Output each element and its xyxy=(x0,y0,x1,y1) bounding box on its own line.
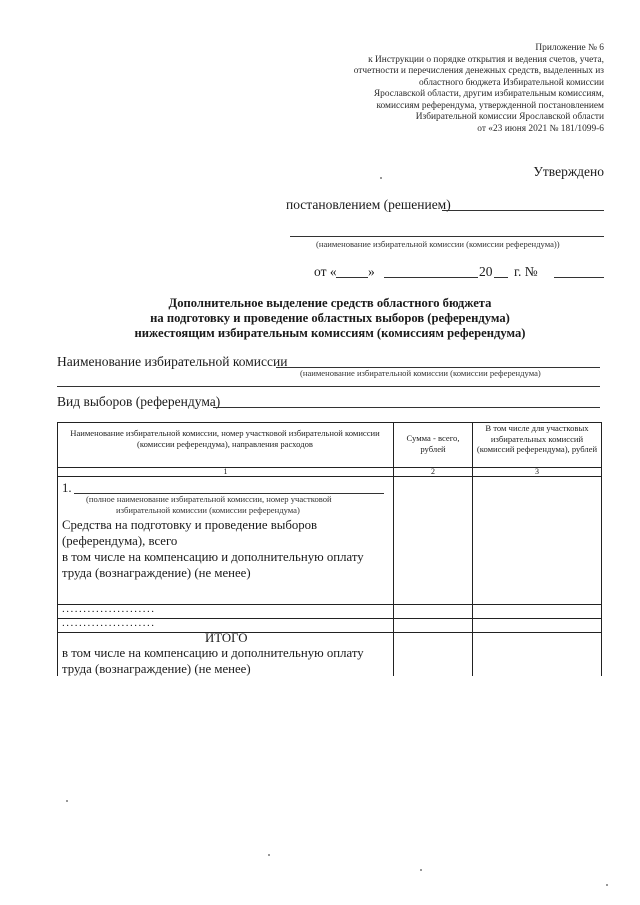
appendix-line: областного бюджета Избирательной комиссии xyxy=(418,77,604,88)
commission-name-caption: (наименование избирательной комиссии (комиссии референдума) xyxy=(300,368,541,378)
total-compensation-label: в том числе на компенсацию и дополнительную оплату xyxy=(62,646,364,660)
approved-label: Утверждено xyxy=(533,164,604,179)
table-col-divider xyxy=(472,422,473,676)
election-type-field[interactable] xyxy=(213,407,600,408)
header-col-3: В том числе для участковых избирательных комиссий (комиссий референдума), рублей xyxy=(476,423,598,454)
row-caption-line: избирательной комиссии (комиссии референдума) xyxy=(116,505,300,515)
placeholder-row: ...................... xyxy=(62,617,156,629)
year-blank[interactable] xyxy=(494,277,508,278)
date-from-label: от « xyxy=(314,264,337,279)
funds-label: (референдума), всего xyxy=(62,534,178,548)
commission-name-field-2[interactable] xyxy=(57,386,600,387)
appendix-line: комиссиям референдума, утвержденной постановлением xyxy=(376,100,604,111)
commission-name-blank[interactable] xyxy=(290,236,604,237)
title-line: на подготовку и проведение областных выборов (референдума) xyxy=(150,311,510,325)
commission-caption: (наименование избирательной комиссии (комиссии референдума)) xyxy=(316,239,560,249)
number-blank[interactable] xyxy=(554,277,604,278)
number-label: г. № xyxy=(514,264,538,279)
scan-speck xyxy=(380,177,382,179)
appendix-line: от «23 июня 2021 № 181/1099-6 xyxy=(477,123,604,134)
appendix-line: Ярославской области, другим избирательным комиссиям, xyxy=(373,89,604,99)
appendix-block xyxy=(304,43,604,135)
placeholder-row: ...................... xyxy=(62,603,156,615)
appendix-line: Избирательной комиссии Ярославской области xyxy=(415,112,604,122)
appendix-line: к Инструкции о порядке открытия и ведения счетов, учета, xyxy=(368,54,604,65)
scan-speck xyxy=(420,869,422,871)
date-close-quote: » xyxy=(368,264,375,279)
year-prefix: 20 xyxy=(479,264,493,279)
header-col-2: Сумма - всего, рублей xyxy=(406,433,460,454)
compensation-label: в том числе на компенсацию и дополнительную оплату xyxy=(62,550,364,564)
document-title xyxy=(60,296,600,341)
col-number-1: 1 xyxy=(223,467,228,476)
table-row-divider xyxy=(57,632,602,633)
appendix-line: Приложение № 6 xyxy=(535,43,604,53)
month-blank[interactable] xyxy=(384,277,478,278)
commission-name-label: Наименование избирательной комиссии xyxy=(57,354,288,369)
title-line: Дополнительное выделение средств областного бюджета xyxy=(168,296,492,310)
funds-label: Средства на подготовку и проведение выборов xyxy=(62,518,318,532)
row-caption-line: (полное наименование избирательной комиссии, номер участковой xyxy=(86,494,332,504)
table-right-border xyxy=(601,422,602,676)
header-col-1: Наименование избирательной комиссии, номер участковой избирательной комиссии (комиссии референдума), направления расходов xyxy=(70,428,380,449)
table-col-divider xyxy=(393,422,394,676)
scan-speck xyxy=(606,884,608,886)
col-number-2: 2 xyxy=(431,467,435,476)
resolution-label: постановлением (решением) xyxy=(286,197,451,212)
total-compensation-label: труда (вознаграждение) (не менее) xyxy=(62,662,251,676)
scan-speck xyxy=(66,800,68,802)
appendix-line: отчетности и перечисления денежных средств, выделенных из xyxy=(353,66,604,76)
col-number-3: 3 xyxy=(535,467,539,476)
day-blank[interactable] xyxy=(336,277,368,278)
row-number: 1. xyxy=(62,481,72,495)
compensation-label: труда (вознаграждение) (не менее) xyxy=(62,566,251,580)
resolution-blank[interactable] xyxy=(442,210,604,211)
title-line: нижестоящим избирательным комиссиям (комиссиям референдума) xyxy=(134,326,526,340)
election-type-label: Вид выборов (референдума) xyxy=(57,394,221,409)
scan-speck xyxy=(268,854,270,856)
table-left-border xyxy=(57,422,58,676)
table-colnum-divider xyxy=(57,476,602,477)
total-label: ИТОГО xyxy=(205,631,248,645)
